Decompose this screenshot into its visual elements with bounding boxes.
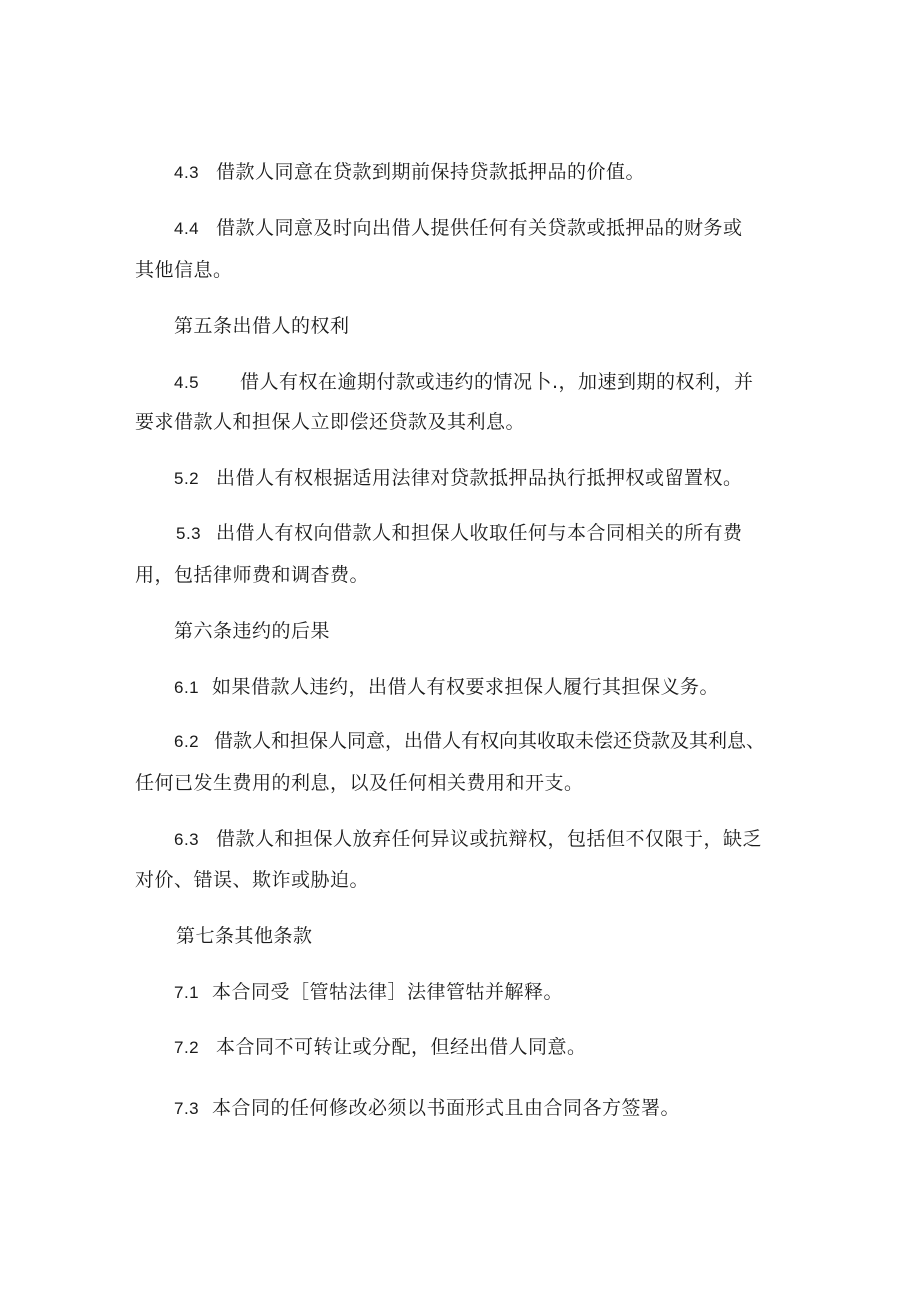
article-heading: 第七条其他条款 [176,925,313,947]
clause-text: 借款人和担保人放弃任何异议或抗辩权，包括但不仅限于，缺乏 [216,828,763,850]
clause-number: 4.4 [174,219,200,238]
clause-number: 4.3 [174,163,200,182]
clause-text: 借款人同意在贷款到期前保持贷款抵押品的价值。 [216,161,646,183]
clause-number: 7.1 [174,983,200,1002]
clause-text: 出借人有权根据适用法律对贷款抵押品执行抵押权或留置权。 [216,467,743,489]
article-6-heading [174,619,330,643]
clause-5-3-continued [135,563,369,587]
clause-5-3 [176,521,743,546]
clause-7-1 [174,980,563,1005]
article-heading: 第六条违约的后果 [174,620,331,642]
clause-text-continued: 要求借款人和担保人立即偿还贷款及其利息。 [135,411,526,433]
clause-6-3 [174,827,762,852]
clause-text: 如果借款人违约，出借人有权要求担保人履行其担保义务。 [212,676,720,698]
clause-text: 借人有权在逾期付款或违约的情况卜.，加速到期的权利，并 [240,371,754,393]
clause-4-4 [174,216,743,241]
clause-4-3 [174,160,645,185]
clause-text: 出借人有权向借款人和担保人收取任何与本合同相关的所有费 [216,522,743,544]
article-heading: 第五条出借人的权利 [174,315,350,337]
clause-number: 7.2 [174,1038,200,1057]
clause-number: 5.3 [176,524,202,543]
clause-text: 借款人和担保人同意，出借人有权向其收取未偿还贷款及其利息、 [214,730,766,752]
clause-6-1 [174,675,719,700]
clause-4-5 [174,370,754,395]
clause-number: 6.1 [174,678,200,697]
clause-text: 本合同的任何修改必须以书面形式且由合同各方签署。 [212,1097,681,1119]
clause-7-3 [174,1096,680,1121]
clause-4-5-continued [135,410,525,434]
clause-4-4-continued [135,258,233,282]
clause-text: 本合同受［管牯法律］法律管牯并解释。 [212,981,564,1003]
clause-text-continued: 用，包括律师费和调杳费。 [135,564,370,586]
clause-text: 借款人同意及时向出借人提供任何有关贷款或抵押品的财务或 [216,217,743,239]
clause-text-continued: 任何已发生费用的利息，以及任何相关费用和开支。 [135,772,584,794]
clause-text: 本合同不可转让或分配，但经出借人同意。 [216,1036,587,1058]
clause-6-2-continued [135,771,584,795]
clause-number: 4.5 [174,373,200,392]
clause-5-2 [174,466,743,491]
article-5-heading [174,314,350,338]
clause-number: 6.2 [174,732,200,751]
clause-7-2 [174,1035,587,1060]
clause-number: 7.3 [174,1099,200,1118]
clause-6-3-continued [135,868,369,892]
clause-6-2 [174,729,765,754]
clause-number: 6.3 [174,830,200,849]
article-7-heading [176,924,313,948]
clause-text-continued: 对价、错误、欺诈或胁迫。 [135,869,370,891]
clause-number: 5.2 [174,469,200,488]
clause-text-continued: 其他信息。 [135,259,233,281]
